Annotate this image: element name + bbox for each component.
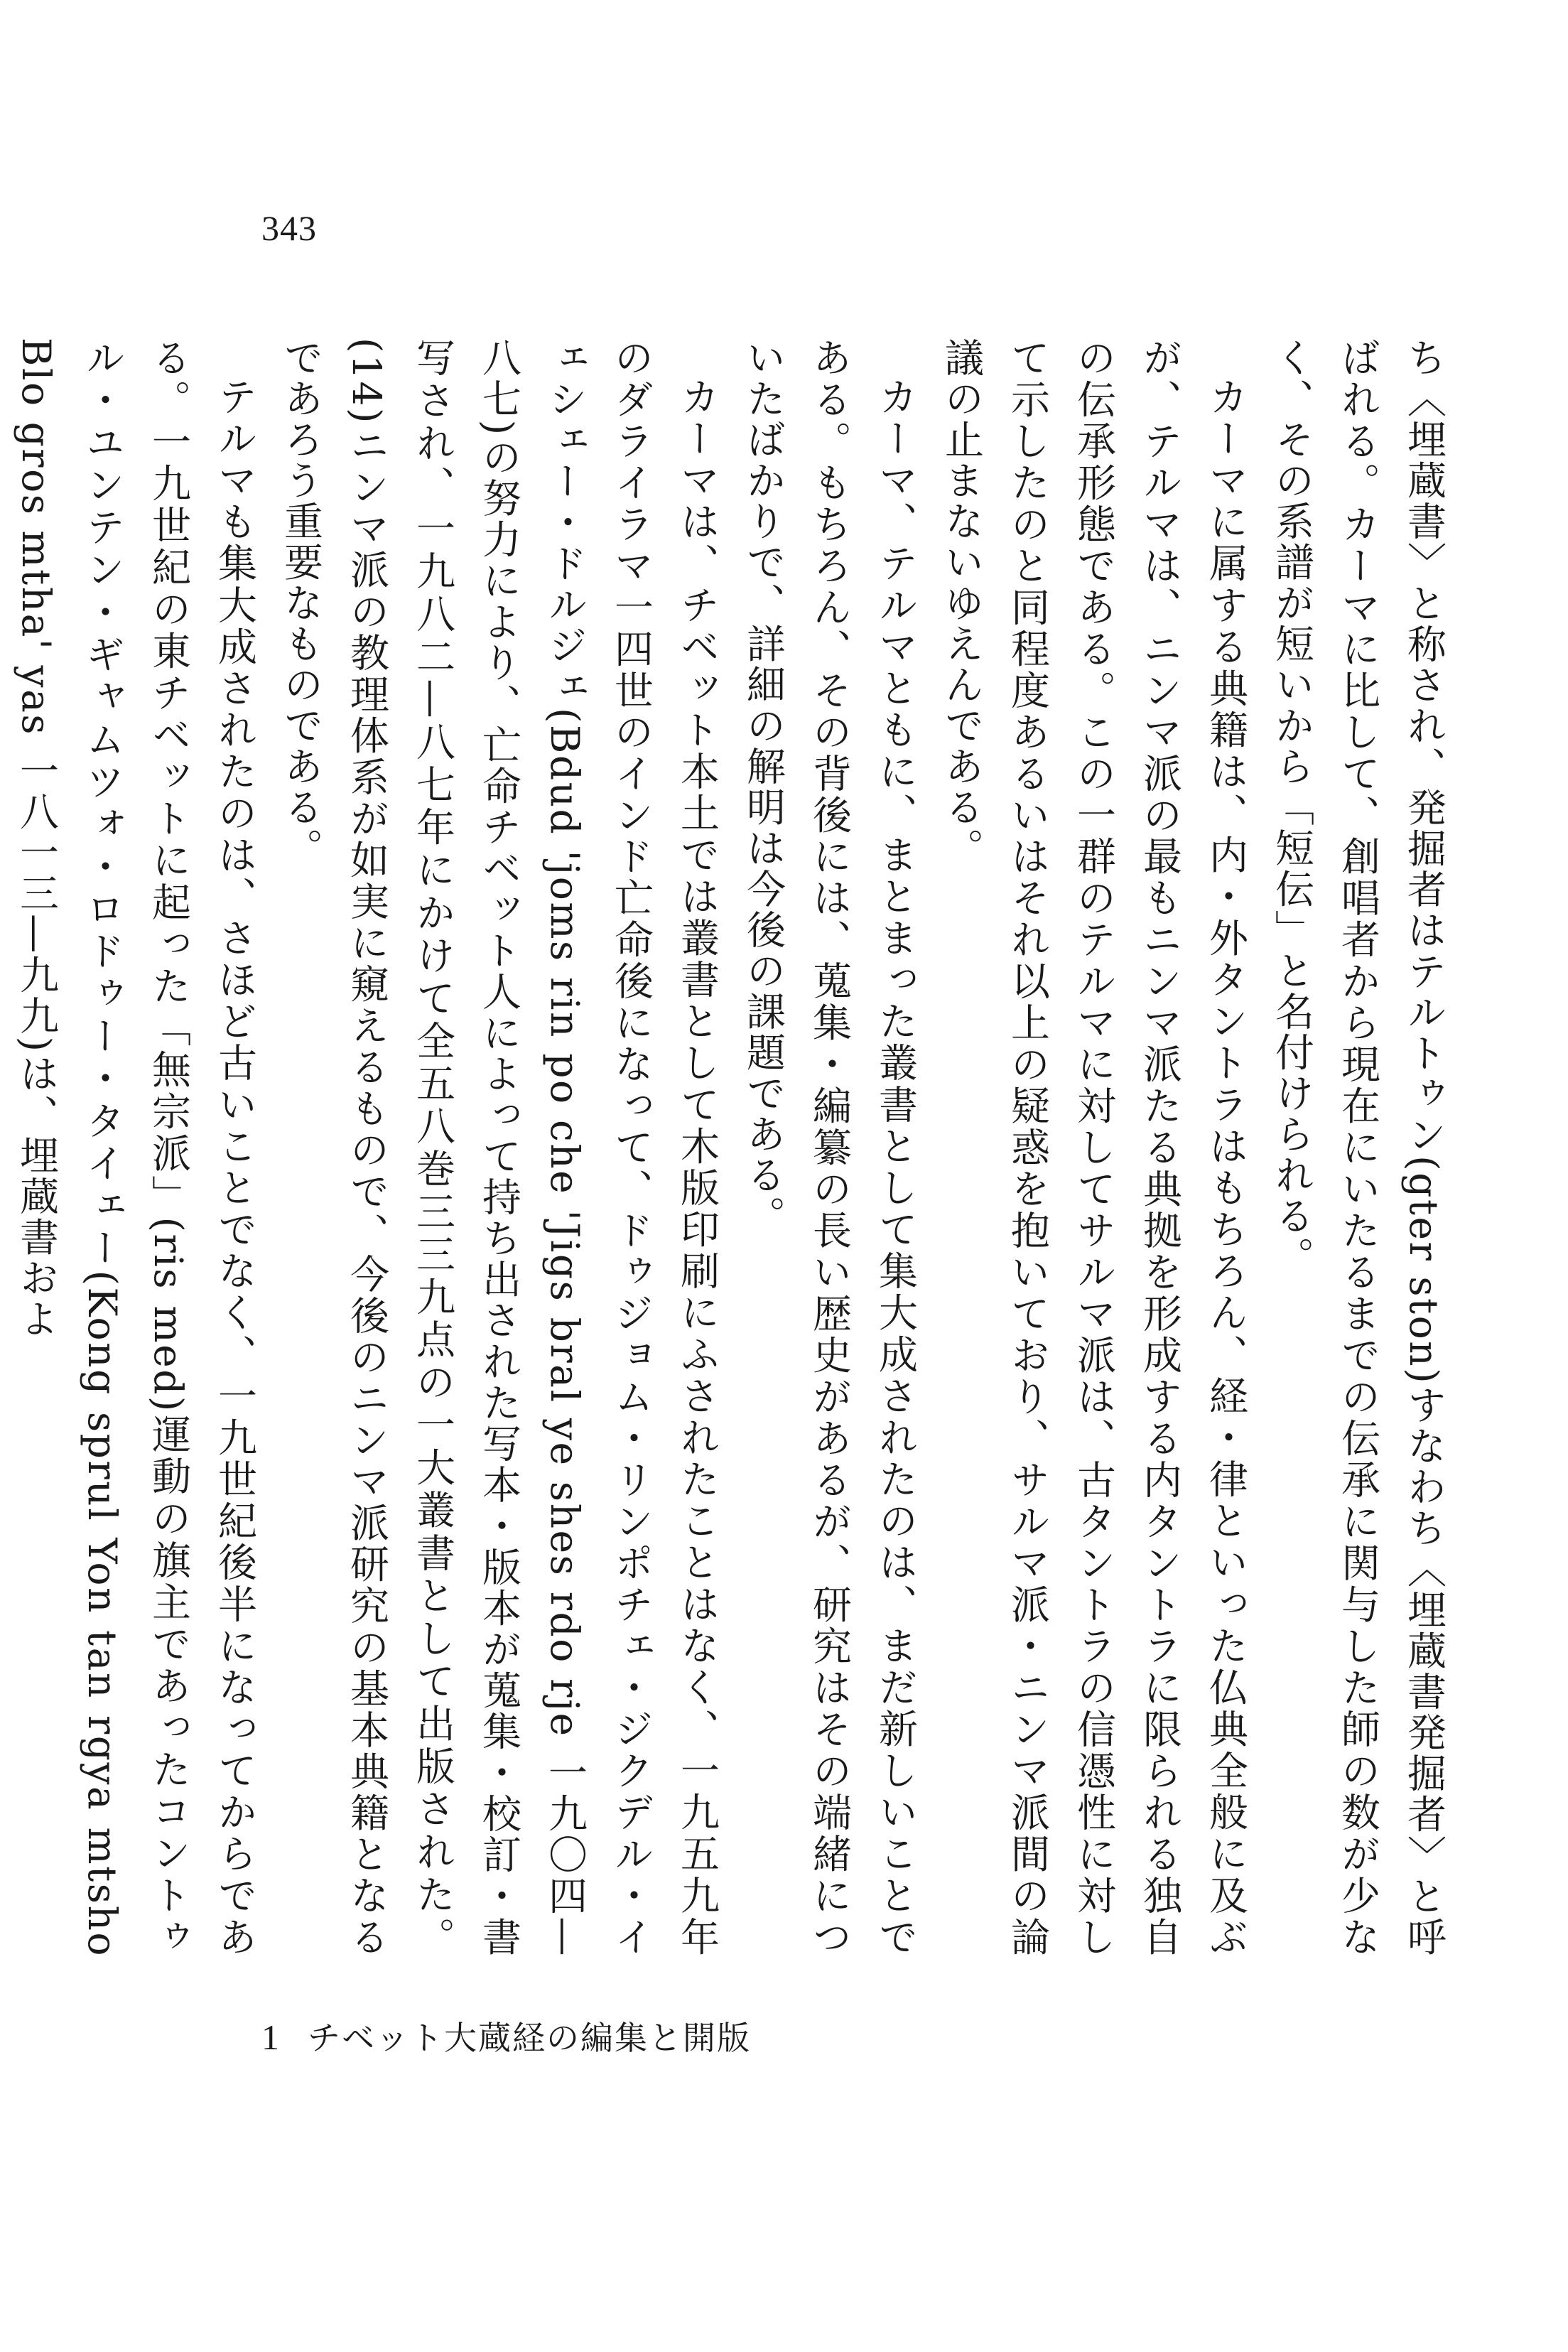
paragraph: カーマは、チベット本土では叢書として木版印刷にふされたことはなく、一九五九年のダライラマ一四世のインド亡命後になって、ドゥジョム・リンポチェ・ジクデル・イェシェー・ドルジェ(Bdud 'joms rin po che 'Jigs bral ye shes rdo rje 一九〇四—八七)の努力により、亡命チベット人によって持ち出された写本・版本が蒐集・校訂・書写され、一九八二—八七年にかけて全五八巻三三九点の一大叢書として出版された。(14)ニンマ派の教理体系が如実に窺えるもので、今後のニンマ派研究の基本典籍となるであろう重要なものである。 bbox=[278, 338, 720, 1958]
paragraph: ち〈埋蔵書〉と称され、発掘者はテルトゥン(gter ston)すなわち〈埋蔵書発掘者〉と呼ばれる。カーマに比して、創唱者から現在にいたるまでの伝承に関与した師の数が少なく、その系譜が短いから「短伝」と名付けられる。 bbox=[1269, 338, 1447, 1958]
paragraph: カーマに属する典籍は、内・外タントラはもちろん、経・律といった仏典全般に及ぶが、テルマは、ニンマ派の最もニンマ派たる典拠を形成する内タントラに限られる独自の伝承形態である。この一群のテルマに対してサルマ派は、古タントラの信憑性に対して示したのと同程度あるいはそれ以上の疑惑を抱いており、サルマ派・ニンマ派間の論議の止まないゆえんである。 bbox=[939, 338, 1248, 1958]
paragraph: テルマも集大成されたのは、さほど古いことでなく、一九世紀後半になってからである。一九世紀の東チベットに起った「無宗派」(ris med)運動の旗主であったコントゥル・ユンテン・ギャムツォ・ロドゥー・タイェー(Kong sprul Yon tan rgya mtsho Blo gros mtha' yas 一八一三—九九)は、埋蔵書およ bbox=[13, 338, 257, 1958]
chapter-number: 1 bbox=[261, 2017, 279, 2057]
page-number: 343 bbox=[261, 208, 317, 248]
body-text bbox=[13, 338, 1456, 1958]
running-footer bbox=[261, 2012, 751, 2059]
chapter-title: チベット大蔵経の編集と開版 bbox=[308, 2019, 751, 2057]
paragraph: カーマ、テルマともに、まとまった叢書として集大成されたのは、まだ新しいことである。もちろん、その背後には、蒐集・編纂の長い歴史があるが、研究はその端緒についたばかりで、詳細の解明は今後の課題である。 bbox=[740, 338, 918, 1958]
